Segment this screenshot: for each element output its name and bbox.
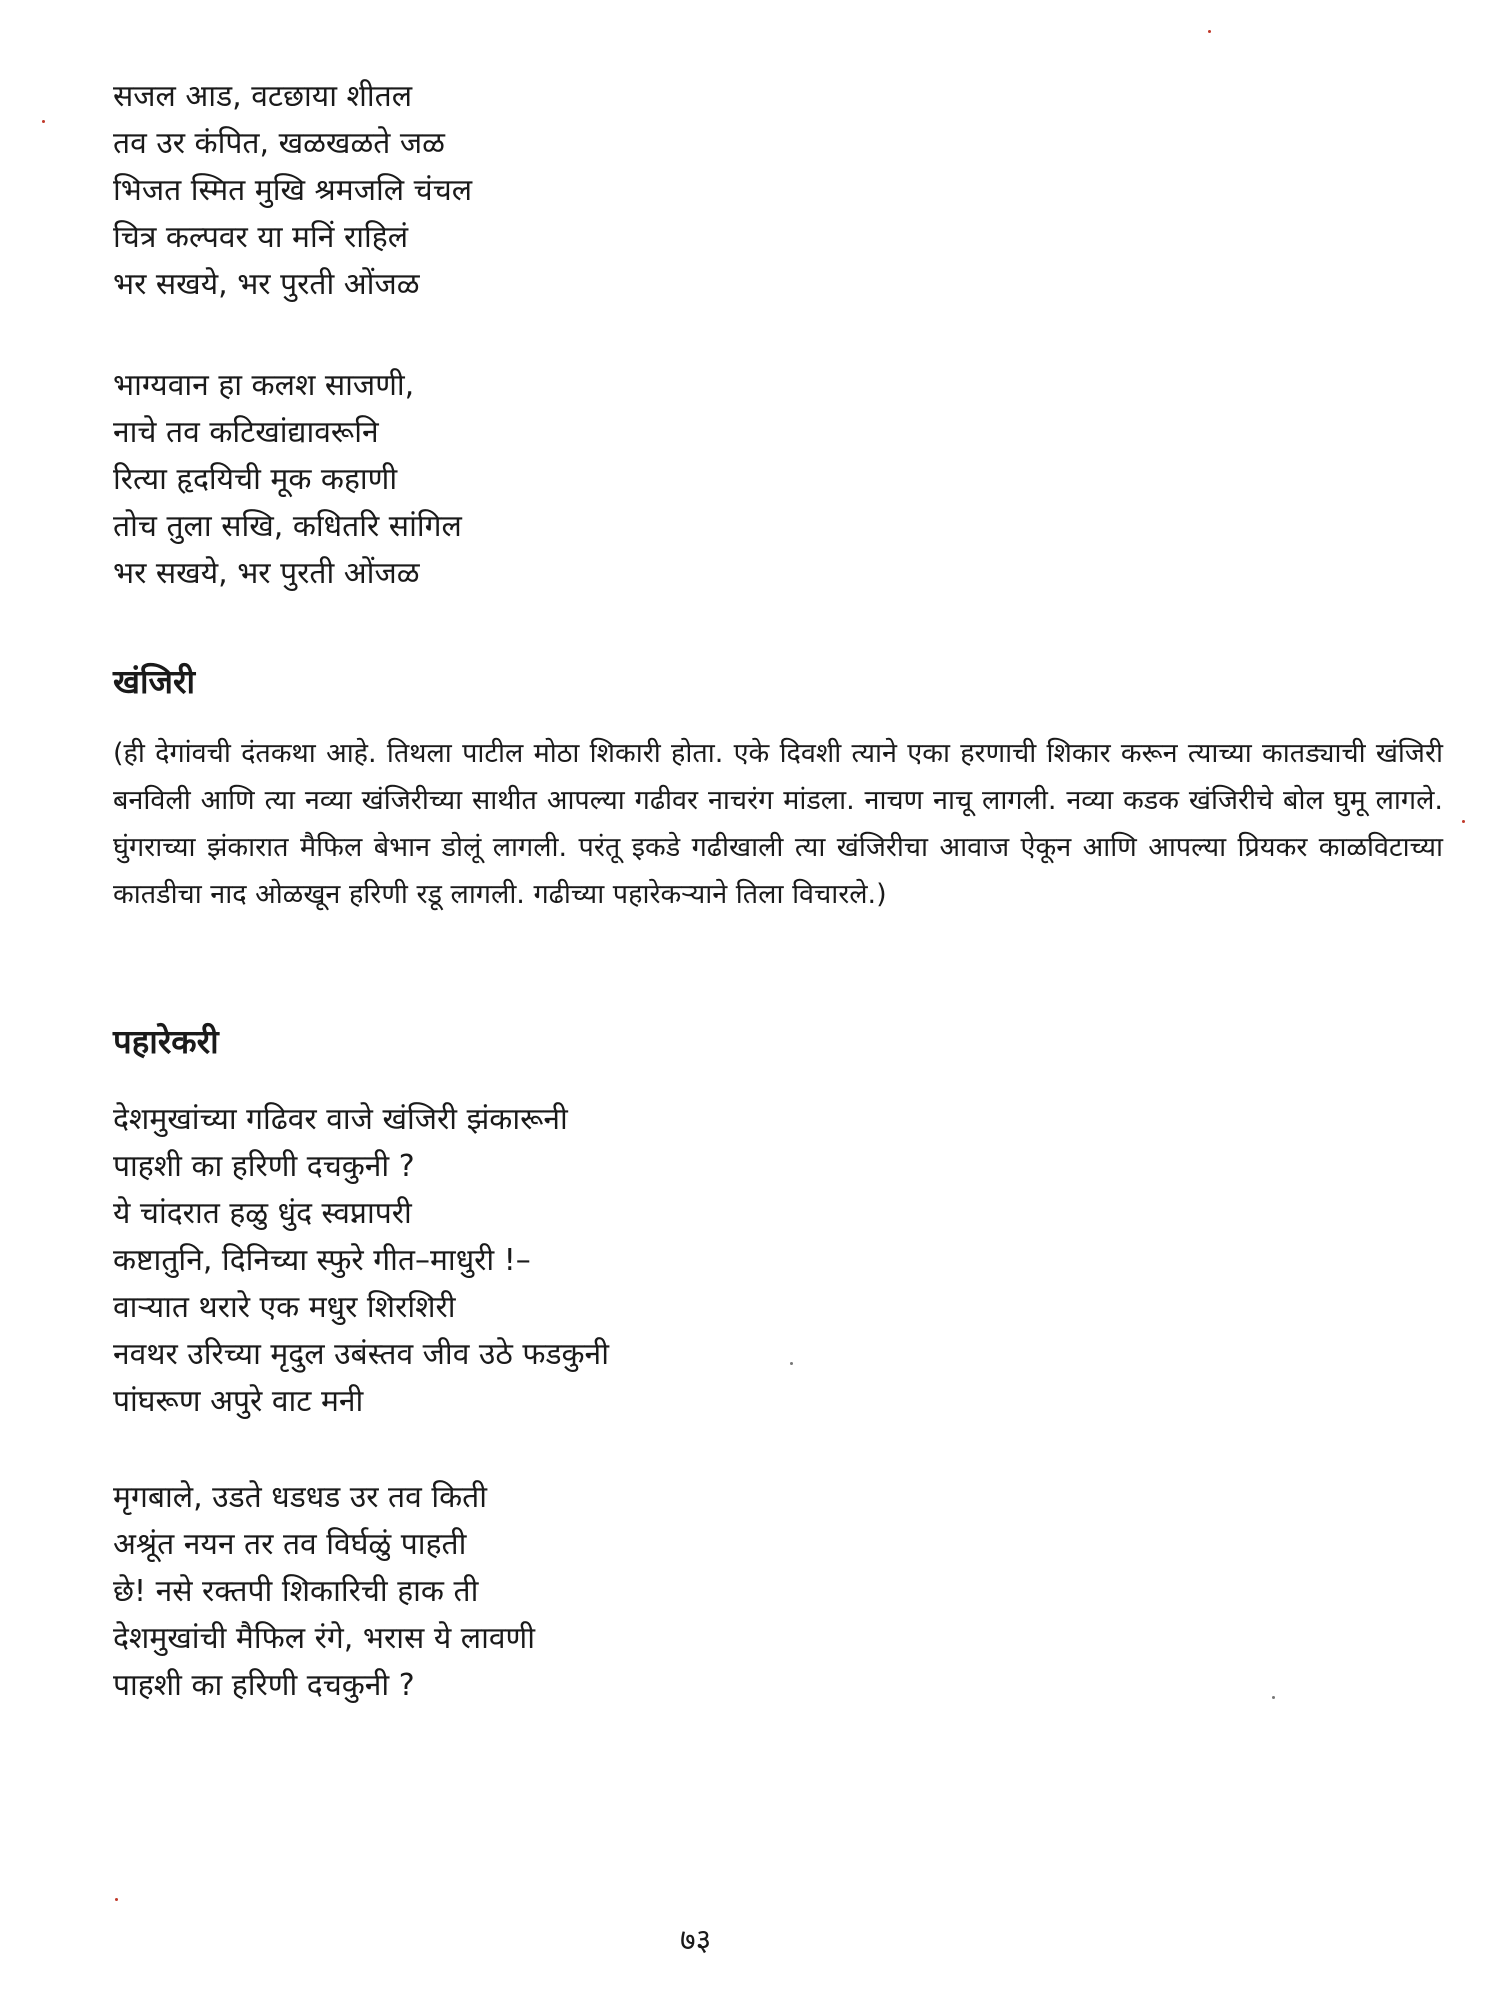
poem-line: पाहशी का हरिणी दचकुनी ? — [113, 1668, 415, 1703]
section-heading-khanjiri: खंजिरी — [113, 662, 196, 701]
poem-line: पाहशी का हरिणी दचकुनी ? — [113, 1149, 415, 1184]
poem-line: वाऱ्यात थरारे एक मधुर शिरशिरी — [113, 1290, 456, 1325]
section-heading-paharekari: पहारेकरी — [113, 1022, 219, 1061]
poem-line: मृगबाले, उडते धडधड उर तव किती — [113, 1480, 488, 1515]
poem-line: देशमुखांच्या गढिवर वाजे खंजिरी झंकारूनी — [113, 1102, 568, 1137]
poem-line: चित्र कल्पवर या मनिं राहिलं — [113, 220, 409, 255]
scan-speck — [1272, 1696, 1275, 1699]
poem-line: ये चांदरात हळु धुंद स्वप्नापरी — [113, 1196, 412, 1231]
poem-stanza-4 — [113, 1474, 535, 1709]
scan-speck — [1208, 30, 1211, 33]
poem-line: पांघरूण अपुरे वाट मनी — [113, 1384, 364, 1419]
scan-speck — [1462, 820, 1465, 823]
page-number: ७३ — [680, 1923, 712, 1958]
poem-stanza-1 — [113, 73, 472, 308]
poem-line: तोच तुला सखि, कधितरि सांगिल — [113, 509, 462, 544]
scan-speck — [115, 1898, 118, 1901]
poem-line: नाचे तव कटिखांद्यावरूनि — [113, 415, 379, 450]
poem-line: सजल आड, वटछाया शीतल — [113, 79, 413, 114]
intro-paragraph: (ही देगांवची दंतकथा आहे. तिथला पाटील मोठा शिकारी होता. एके दिवशी त्याने एका हरणाची शिकार करून त्याच्या कातड्याची खंजिरी बनविली आणि त्या नव्या खंजिरीच्या साथीत आपल्या गढीवर नाचरंग मांडला. नाचण नाचू लागली. नव्या कडक खंजिरीचे बोल घुमू लागले. घुंगराच्या झंकारात मैफिल बेभान डोलूं लागली. परंतू इकडे गढीखाली त्या खंजिरीचा आवाज ऐकून आणि आपल्या प्रियकर काळविटाच्या कातडीचा नाद ओळखून हरिणी रडू लागली. गढीच्या पहारेकऱ्याने तिला विचारले.) — [113, 738, 1443, 910]
poem-line: भर सखये, भर पुरती ओंजळ — [113, 556, 420, 591]
poem-line: भर सखये, भर पुरती ओंजळ — [113, 267, 420, 302]
scan-speck — [790, 1362, 793, 1365]
poem-line: भाग्यवान हा कलश साजणी, — [113, 368, 415, 403]
poem-stanza-3 — [113, 1096, 609, 1425]
poem-line: अश्रूंत नयन तर तव विर्घळुं पाहती — [113, 1527, 467, 1562]
scan-speck — [42, 120, 45, 123]
poem-line: छे! नसे रक्तपी शिकारिची हाक ती — [113, 1574, 479, 1609]
poem-line: भिजत स्मित मुखि श्रमजलि चंचल — [113, 173, 473, 208]
poem-line: नवथर उरिच्या मृदुल उबंस्तव जीव उठे फडकुनी — [113, 1337, 609, 1372]
poem-stanza-2 — [113, 362, 462, 597]
poem-line: देशमुखांची मैफिल रंगे, भरास ये लावणी — [113, 1621, 536, 1656]
poem-line: कष्टातुनि, दिनिच्या स्फुरे गीत–माधुरी !– — [113, 1243, 531, 1278]
poem-line: तव उर कंपित, खळखळते जळ — [113, 126, 445, 161]
poem-line: रित्या हृदयिची मूक कहाणी — [113, 462, 398, 497]
